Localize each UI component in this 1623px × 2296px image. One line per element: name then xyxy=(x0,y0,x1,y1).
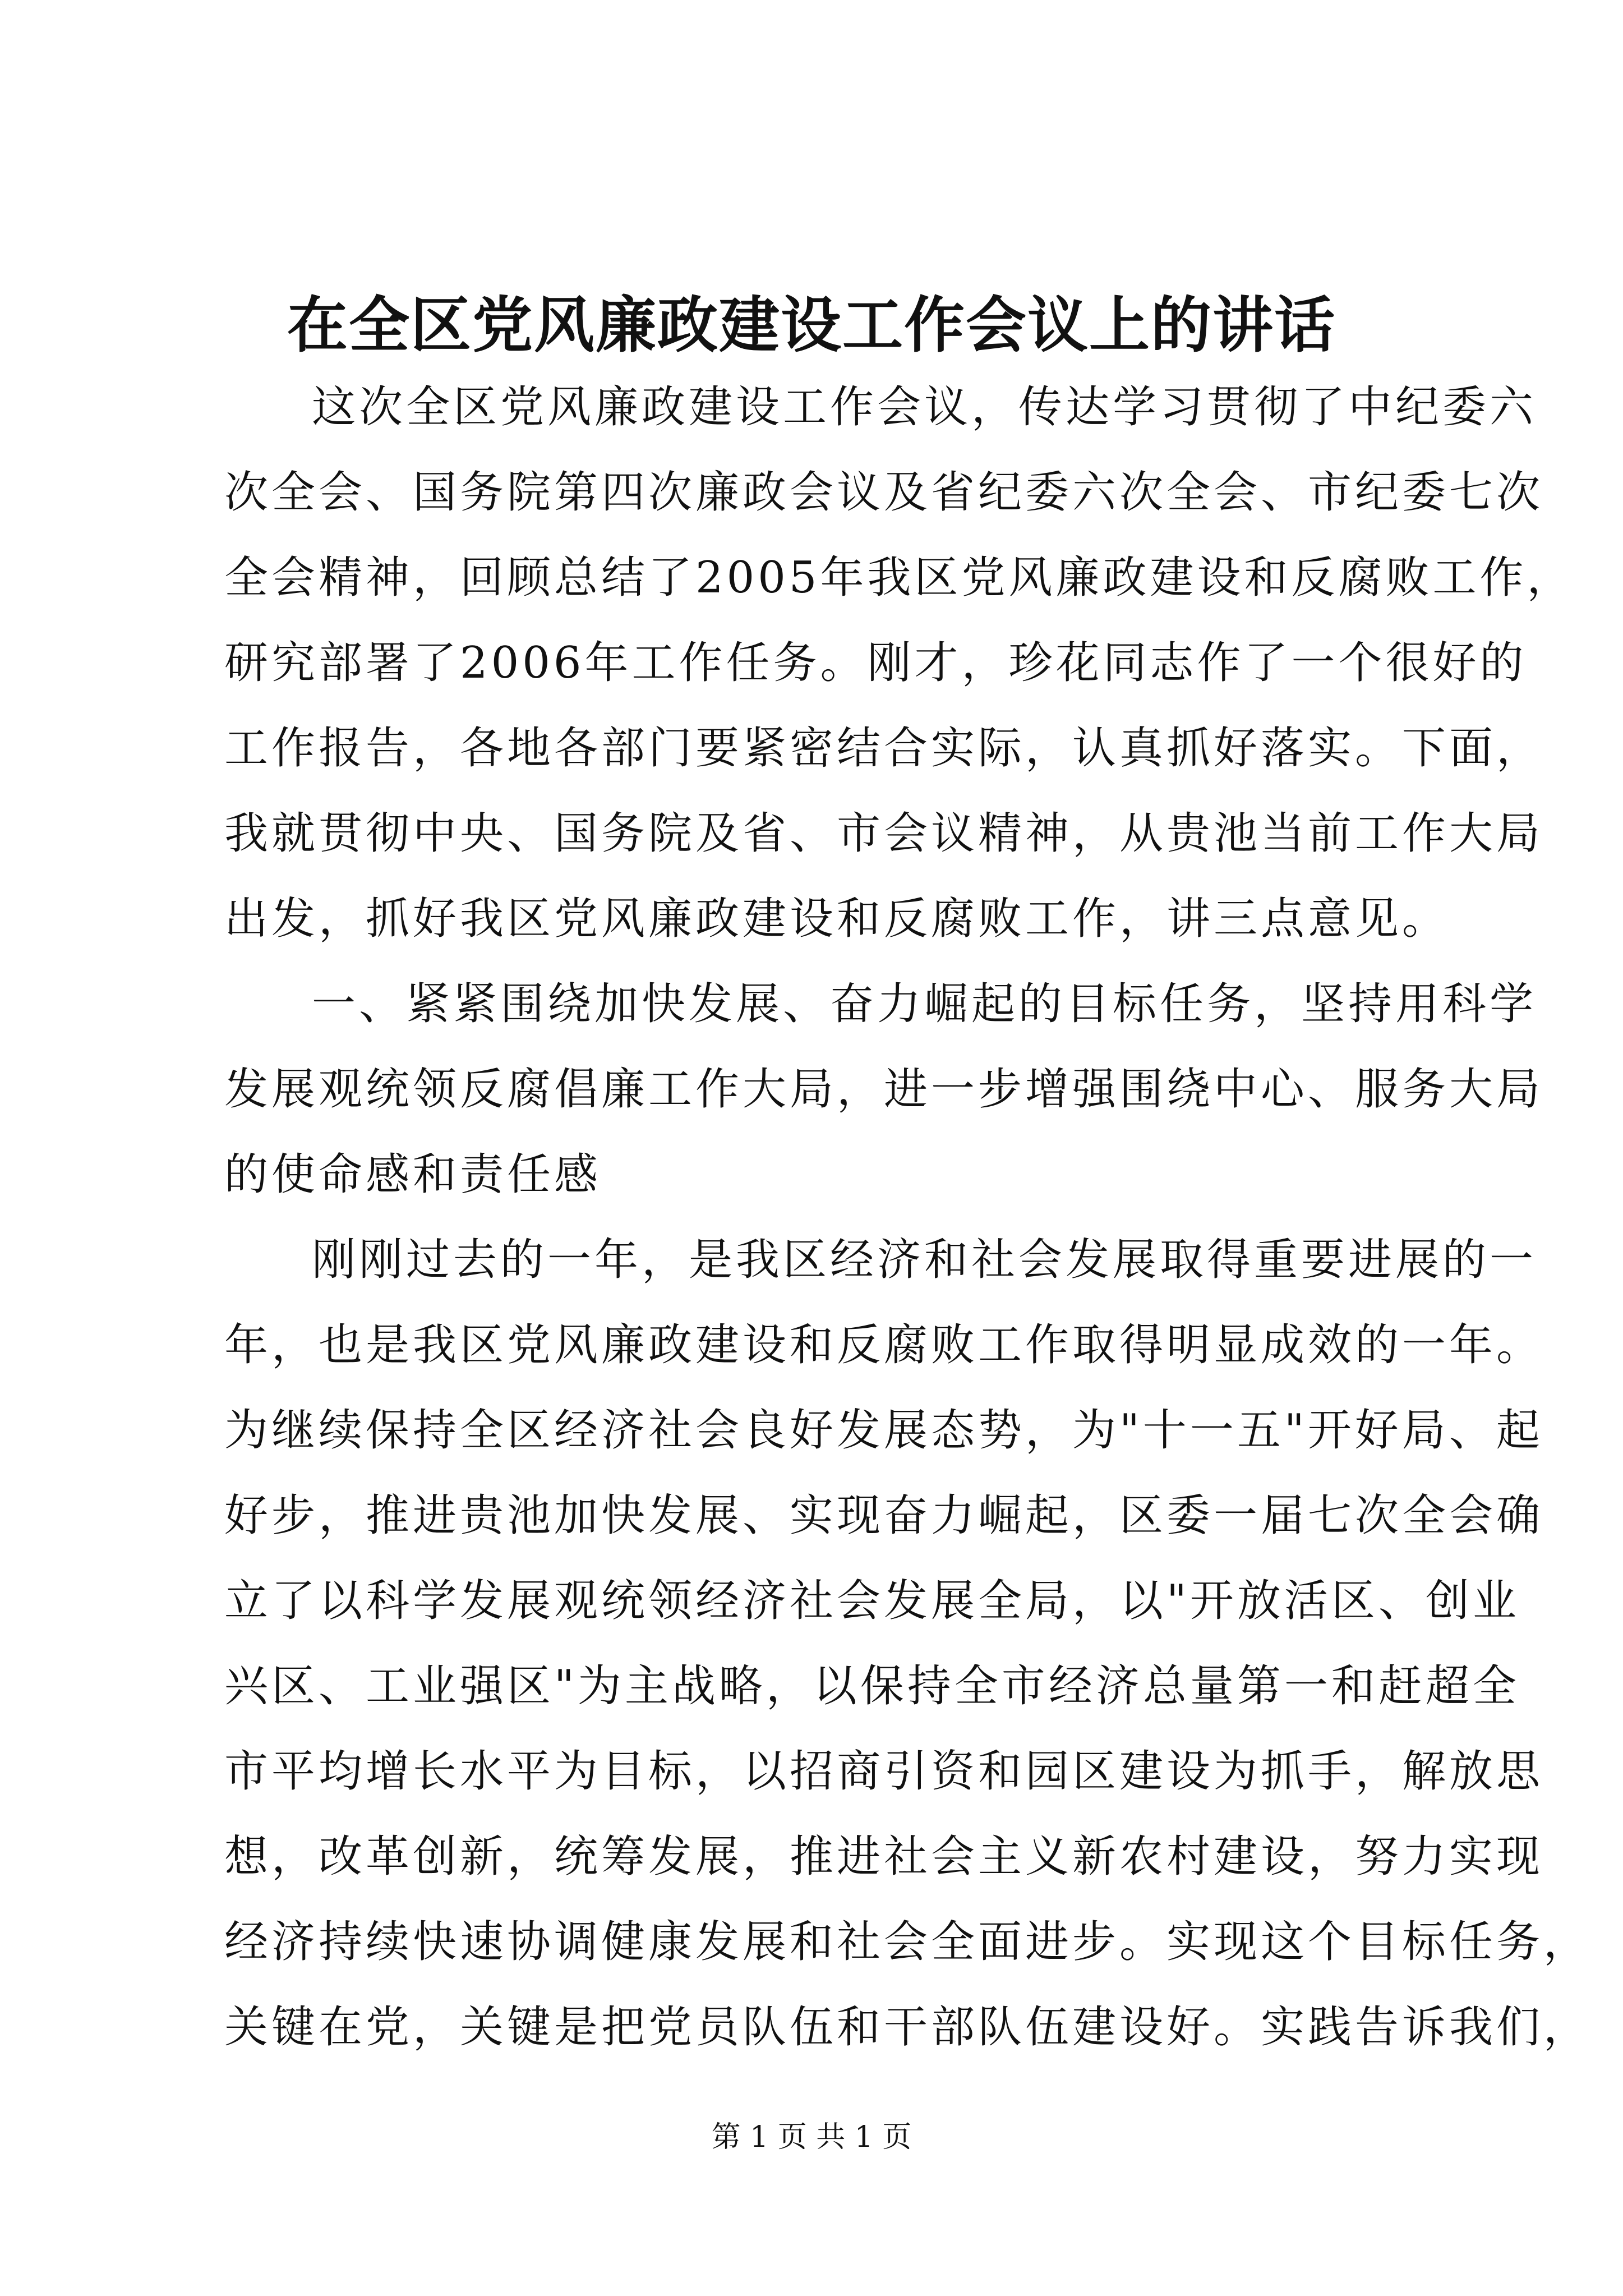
paragraph-1-line-2: 次全会、国务院第四次廉政会议及省纪委六次全会、市纪委七次 xyxy=(224,467,1544,518)
paragraph-2-line-7: 市平均增长水平为目标，以招商引资和园区建设为抓手，解放思 xyxy=(224,1746,1544,1797)
paragraph-1-line-5: 工作报告，各地各部门要紧密结合实际，认真抓好落实。下面， xyxy=(224,723,1544,774)
paragraph-2-line-3: 为继续保持全区经济社会良好发展态势，为"十一五"开好局、起 xyxy=(224,1405,1543,1456)
paragraph-1-line-1: 这次全区党风廉政建设工作会议，传达学习贯彻了中纪委六 xyxy=(312,382,1537,432)
page-footer: 第 1 页 共 1 页 xyxy=(711,2120,912,2154)
paragraph-1-line-3: 全会精神，回顾总结了2005年我区党风廉政建设和反腐败工作， xyxy=(224,553,1574,603)
paragraph-1-line-4: 研究部署了2006年工作任务。刚才，珍花同志作了一个很好的 xyxy=(224,638,1527,688)
document-title: 在全区党风廉政建设工作会议上的讲话 xyxy=(287,290,1336,361)
paragraph-1-line-7: 出发，抓好我区党风廉政建设和反腐败工作，讲三点意见。 xyxy=(224,894,1450,944)
heading-1-line-3: 的使命感和责任感 xyxy=(224,1149,602,1200)
paragraph-2-line-4: 好步，推进贵池加快发展、实现奋力崛起，区委一届七次全会确 xyxy=(224,1490,1544,1541)
paragraph-2-line-1: 刚刚过去的一年，是我区经济和社会发展取得重要进展的一 xyxy=(312,1235,1537,1285)
paragraph-2-line-5: 立了以科学发展观统领经济社会发展全局，以"开放活区、创业 xyxy=(224,1576,1520,1626)
heading-1-line-1: 一、紧紧围绕加快发展、奋力崛起的目标任务，坚持用科学 xyxy=(312,979,1537,1029)
paragraph-1-line-6: 我就贯彻中央、国务院及省、市会议精神，从贵池当前工作大局 xyxy=(224,808,1544,859)
paragraph-2-line-6: 兴区、工业强区"为主战略，以保持全市经济总量第一和赶超全 xyxy=(224,1661,1520,1711)
paragraph-2-line-2: 年，也是我区党风廉政建设和反腐败工作取得明显成效的一年。 xyxy=(224,1320,1544,1370)
paragraph-2-line-8: 想，改革创新，统筹发展，推进社会主义新农村建设，努力实现 xyxy=(224,1832,1544,1882)
paragraph-2-line-10: 关键在党，关键是把党员队伍和干部队伍建设好。实践告诉我们， xyxy=(224,2002,1591,2053)
paragraph-2-line-9: 经济持续快速协调健康发展和社会全面进步。实现这个目标任务， xyxy=(224,1917,1591,1967)
heading-1-line-2: 发展观统领反腐倡廉工作大局，进一步增强围绕中心、服务大局 xyxy=(224,1064,1544,1115)
document-body xyxy=(224,365,1591,2070)
